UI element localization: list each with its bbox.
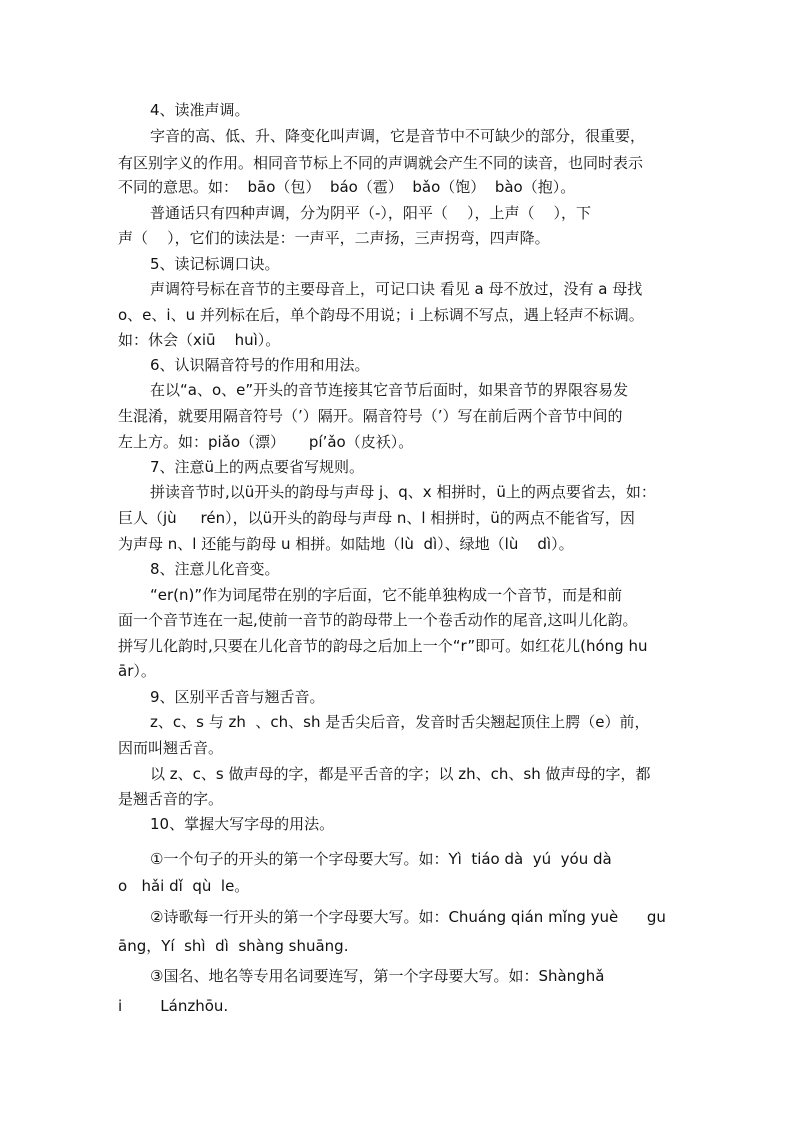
paragraph-line: 巨人（jù rén），以ü开头的韵母与声母 n、l 相拼时，ü的两点不能省写，因 — [118, 509, 635, 527]
paragraph-line: “er(n)”作为词尾带在别的字后面，它不能单独构成一个音节，而是和前 — [150, 586, 623, 604]
paragraph-line: 拼写儿化韵时,只要在儿化音节的韵母之后加上一个“r”即可。如红花儿(hóng hu — [118, 637, 648, 655]
paragraph-line: 声（ ），它们的读法是：一声平，二声扬，三声拐弯，四声降。 — [118, 229, 550, 247]
heading-5: 5、读记标调口诀。 — [150, 255, 280, 273]
paragraph-line: āng，Yí shì dì shàng shuāng. — [118, 937, 349, 955]
paragraph-line: ①一个句子的开头的第一个字母要大写。如：Yì tiáo dà yú yóu dà — [150, 850, 612, 868]
paragraph-line: 左上方。如：piǎo（漂） pí’ǎo（皮袄）。 — [118, 433, 414, 451]
paragraph-line: ār）。 — [118, 662, 156, 680]
heading-8: 8、注意儿化音变。 — [150, 560, 280, 578]
paragraph-line: z、c、s 与 zh 、ch、sh 是舌尖后音，发音时舌尖翘起顶住上腭（e）前， — [150, 713, 650, 731]
paragraph-line: 不同的意思。如： bāo（包） báo（雹） bǎo（饱） bào（抱）。 — [118, 178, 576, 196]
paragraph-line: 以 z、c、s 做声母的字，都是平舌音的字；以 zh、ch、sh 做声母的字，都 — [150, 765, 651, 783]
paragraph-line: 在以“a、o、e”开头的音节连接其它音节后面时，如果音节的界限容易发 — [150, 381, 629, 399]
heading-4: 4、读准声调。 — [150, 101, 250, 119]
paragraph-line: 字音的高、低、升、降变化叫声调，它是音节中不可缺少的部分，很重要， — [150, 127, 646, 145]
heading-9: 9、区别平舌音与翘舌音。 — [150, 688, 325, 706]
paragraph-line: 是翘舌音的字。 — [118, 790, 224, 808]
paragraph-line: 为声母 n、l 还能与韵母 u 相拼。如陆地（lù dì）、绿地（lù dì）。 — [118, 535, 574, 553]
paragraph-line: 生混淆，就要用隔音符号（’）隔开。隔音符号（’）写在前后两个音节中间的 — [118, 407, 623, 425]
heading-7: 7、注意ü上的两点要省写规则。 — [150, 458, 365, 476]
paragraph-line: 因而叫翘舌音。 — [118, 739, 224, 757]
paragraph-line: 面一个音节连在一起,使前一音节的韵母带上一个卷舌动作的尾音,这叫儿化韵。 — [118, 611, 638, 629]
paragraph-line: 拼读音节时,以ü开头的韵母与声母 j、q、x 相拼时，ü上的两点要省去，如： — [150, 483, 656, 501]
paragraph-line: o hǎi dǐ qù le。 — [118, 877, 250, 895]
paragraph-line: 普通话只有四种声调，分为阴平（-），阳平（ ），上声（ ），下 — [150, 204, 592, 222]
paragraph-line: 声调符号标在音节的主要母音上，可记口诀 看见 a 母不放过，没有 a 母找 — [150, 280, 643, 298]
paragraph-line: i Lánzhōu. — [118, 997, 229, 1015]
paragraph-line: o、e、i、u 并列标在后，单个韵母不用说；i 上标调不写点，遇上轻声不标调。 — [118, 306, 644, 324]
paragraph-line: 如：休会（xiū huì）。 — [118, 331, 281, 349]
heading-10: 10、掌握大写字母的用法。 — [150, 815, 335, 833]
paragraph-line: ②诗歌每一行开头的第一个字母要大写。如：Chuáng qián mǐng yuè gu — [150, 908, 666, 926]
paragraph-line: ③国名、地名等专用名词要连写，第一个字母要大写。如：Shànghǎ — [150, 967, 605, 985]
heading-6: 6、认识隔音符号的作用和用法。 — [150, 356, 370, 374]
paragraph-line: 有区别字义的作用。相同音节标上不同的声调就会产生不同的读音，也同时表示 — [118, 154, 644, 172]
